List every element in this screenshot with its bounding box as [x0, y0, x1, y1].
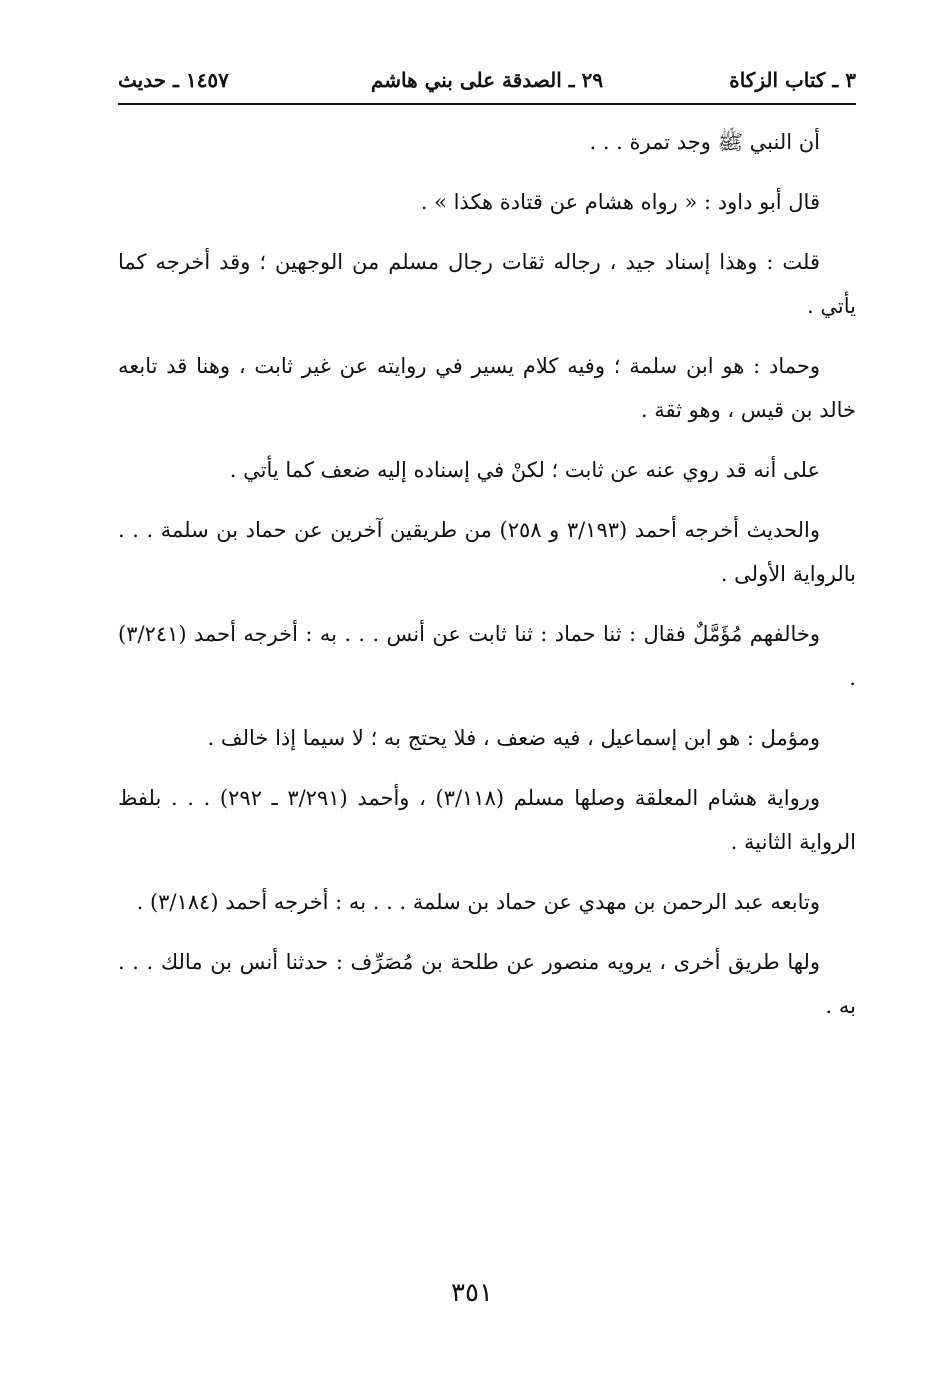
paragraph: وتابعه عبد الرحمن بن مهدي عن حماد بن سلمة . . . به : أخرجه أحمد (٣/١٨٤) . [136, 890, 820, 914]
paragraph: ورواية هشام المعلقة وصلها مسلم (٣/١١٨) ، وأحمد (٣/٢٩١ ـ ٢٩٢) . . . بلفظ الرواية الثانية . [118, 786, 856, 854]
paragraph: والحديث أخرجه أحمد (٣/١٩٣ و ٢٥٨) من طريقين آخرين عن حماد بن سلمة . . . بالرواية الأولى . [118, 518, 856, 586]
main-text [118, 120, 856, 1044]
paragraph: وخالفهم مُؤَمَّلٌ فقال : ثنا حماد : ثنا ثابت عن أنس . . . به : أخرجه أحمد (٣/٢٤١) . [118, 622, 856, 690]
paragraph: قلت : وهذا إسناد جيد ، رجاله ثقات رجال مسلم من الوجهين ؛ وقد أخرجه كما يأتي . [118, 250, 856, 318]
paragraph: أن النبي ﷺ وجد تمرة . . . [589, 130, 820, 154]
paragraph: وحماد : هو ابن سلمة ؛ وفيه كلام يسير في روايته عن غير ثابت ، وهنا قد تابعه خالد بن قيس ، وهو ثقة . [118, 354, 856, 422]
page-number: ٣٥١ [451, 1278, 493, 1308]
paragraph: ومؤمل : هو ابن إسماعيل ، فيه ضعف ، فلا يحتج به ؛ لا سيما إذا خالف . [207, 726, 820, 750]
section-title: ٢٩ ـ الصدقة على بني هاشم [370, 68, 604, 92]
paragraph: ولها طريق أخرى ، يرويه منصور عن طلحة بن مُصَرِّف : حدثنا أنس بن مالك . . . به . [118, 950, 856, 1018]
paragraph: على أنه قد روي عنه عن ثابت ؛ لكنْ في إسناده إليه ضعف كما يأتي . [229, 458, 820, 482]
header-divider [118, 103, 856, 105]
paragraph: قال أبو داود : « رواه هشام عن قتادة هكذا » . [420, 190, 820, 214]
hadith-number: ١٤٥٧ ـ حديث [118, 68, 229, 92]
running-header [118, 66, 856, 100]
chapter-title: ٣ ـ كتاب الزكاة [729, 68, 856, 92]
